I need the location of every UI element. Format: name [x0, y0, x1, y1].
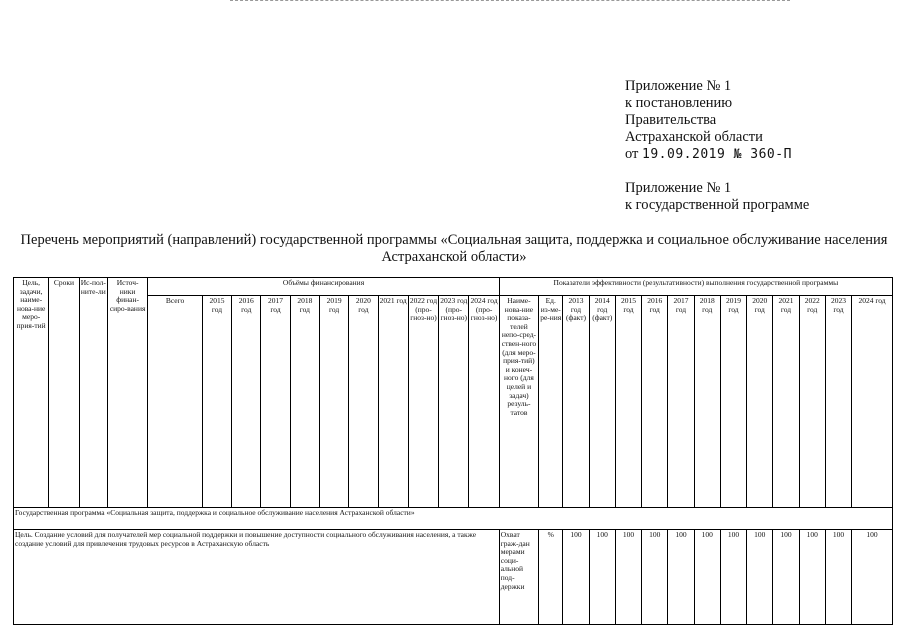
goal-value: 100 — [747, 530, 773, 625]
header-indicator-year: 2014 год (факт) — [589, 296, 615, 508]
goal-value: 100 — [825, 530, 851, 625]
appendix-date-line — [625, 146, 792, 163]
header-funding-year: 2018 год — [290, 296, 319, 508]
appendix-line: к государственной программе — [625, 197, 810, 213]
goal-value: 100 — [589, 530, 615, 625]
header-total: Всего — [148, 296, 203, 508]
goal-indicator: Охват граж-дан мерами соци-альной под-держки — [499, 530, 538, 625]
date-number: 19.09.2019 № 360-П — [642, 147, 792, 162]
header-terms: Сроки — [49, 278, 79, 508]
header-goal: Цель, задачи, наиме-нова-ние меро-прия-тий — [14, 278, 49, 508]
header-funding-year: 2016 год — [232, 296, 261, 508]
header-unit: Ед. из-ме-ре-ния — [539, 296, 563, 508]
header-indicator-year: 2017 год — [668, 296, 694, 508]
header-indicator-year: 2019 год — [720, 296, 746, 508]
header-indicator-year: 2015 год — [615, 296, 641, 508]
program-row-text: Государственная программа «Социальная защита, поддержка и социальное обслуживание населения Астраханской области» — [14, 508, 893, 530]
top-scan-line — [230, 0, 790, 2]
goal-value: 100 — [563, 530, 589, 625]
goal-value: 100 — [615, 530, 641, 625]
header-indicator-year: 2021 год — [773, 296, 799, 508]
header-sources: Источ-ники финан-сиро-вания — [107, 278, 147, 508]
header-funding-group: Объёмы финансирования — [148, 278, 499, 296]
header-funding-year: 2022 год (про-гноз-но) — [408, 296, 438, 508]
program-row — [14, 508, 893, 530]
header-indicator-year: 2016 год — [642, 296, 668, 508]
header-indicator-year: 2023 год — [825, 296, 851, 508]
goal-unit: % — [539, 530, 563, 625]
header-funding-year: 2019 год — [319, 296, 348, 508]
appendix-line: Правительства — [625, 112, 717, 128]
header-indicator-year: 2013 год (факт) — [563, 296, 589, 508]
goal-value: 100 — [668, 530, 694, 625]
header-funding-year: 2023 год (про-гноз-но) — [439, 296, 469, 508]
header-funding-year: 2024 год (про-гноз-но) — [469, 296, 499, 508]
header-funding-year: 2020 год — [349, 296, 378, 508]
appendix-line: Астраханской области — [625, 129, 763, 145]
header-indicator-year: 2022 год — [799, 296, 825, 508]
appendix-resolution-block — [625, 78, 792, 163]
appendix-line: Приложение № 1 — [625, 78, 732, 94]
goal-row — [14, 530, 893, 625]
goal-row-text: Цель. Создание условий для получателей мер социальной поддержки и повышение доступности социального обслуживания населения, а также создание условий для привлечения трудовых ресурсов в Астраханскую область — [14, 530, 500, 625]
goal-value: 100 — [642, 530, 668, 625]
header-funding-year: 2017 год — [261, 296, 290, 508]
header-funding-year: 2015 год — [202, 296, 231, 508]
goal-value: 100 — [720, 530, 746, 625]
goal-value: 100 — [799, 530, 825, 625]
date-prefix: от — [625, 146, 639, 162]
header-executors: Ис-пол-ните-ли — [79, 278, 107, 508]
appendix-program-block — [625, 180, 809, 214]
header-indicator-name: Наиме-нова-ние показа-телей непо-сред-ствен-ного (для меро-прия-тий) и конеч-ного (для целей и задач) резуль-татов — [499, 296, 538, 508]
appendix-line: к постановлению — [625, 95, 733, 111]
goal-value: 100 — [773, 530, 799, 625]
goal-value: 100 — [852, 530, 893, 625]
header-funding-year: 2021 год — [378, 296, 408, 508]
document-title: Перечень мероприятий (направлений) государственной программы «Социальная защита, поддержка и социальное обслуживание населения Астраханской области» — [20, 232, 888, 265]
appendix-line: Приложение № 1 — [625, 180, 732, 196]
goal-value: 100 — [694, 530, 720, 625]
header-indicators-group: Показатели эффективности (результативности) выполнения государственной программы — [499, 278, 892, 296]
header-indicator-year: 2024 год — [852, 296, 893, 508]
header-indicator-year: 2018 год — [694, 296, 720, 508]
header-indicator-year: 2020 год — [747, 296, 773, 508]
header-row-top — [14, 278, 893, 296]
measures-table — [13, 277, 893, 625]
